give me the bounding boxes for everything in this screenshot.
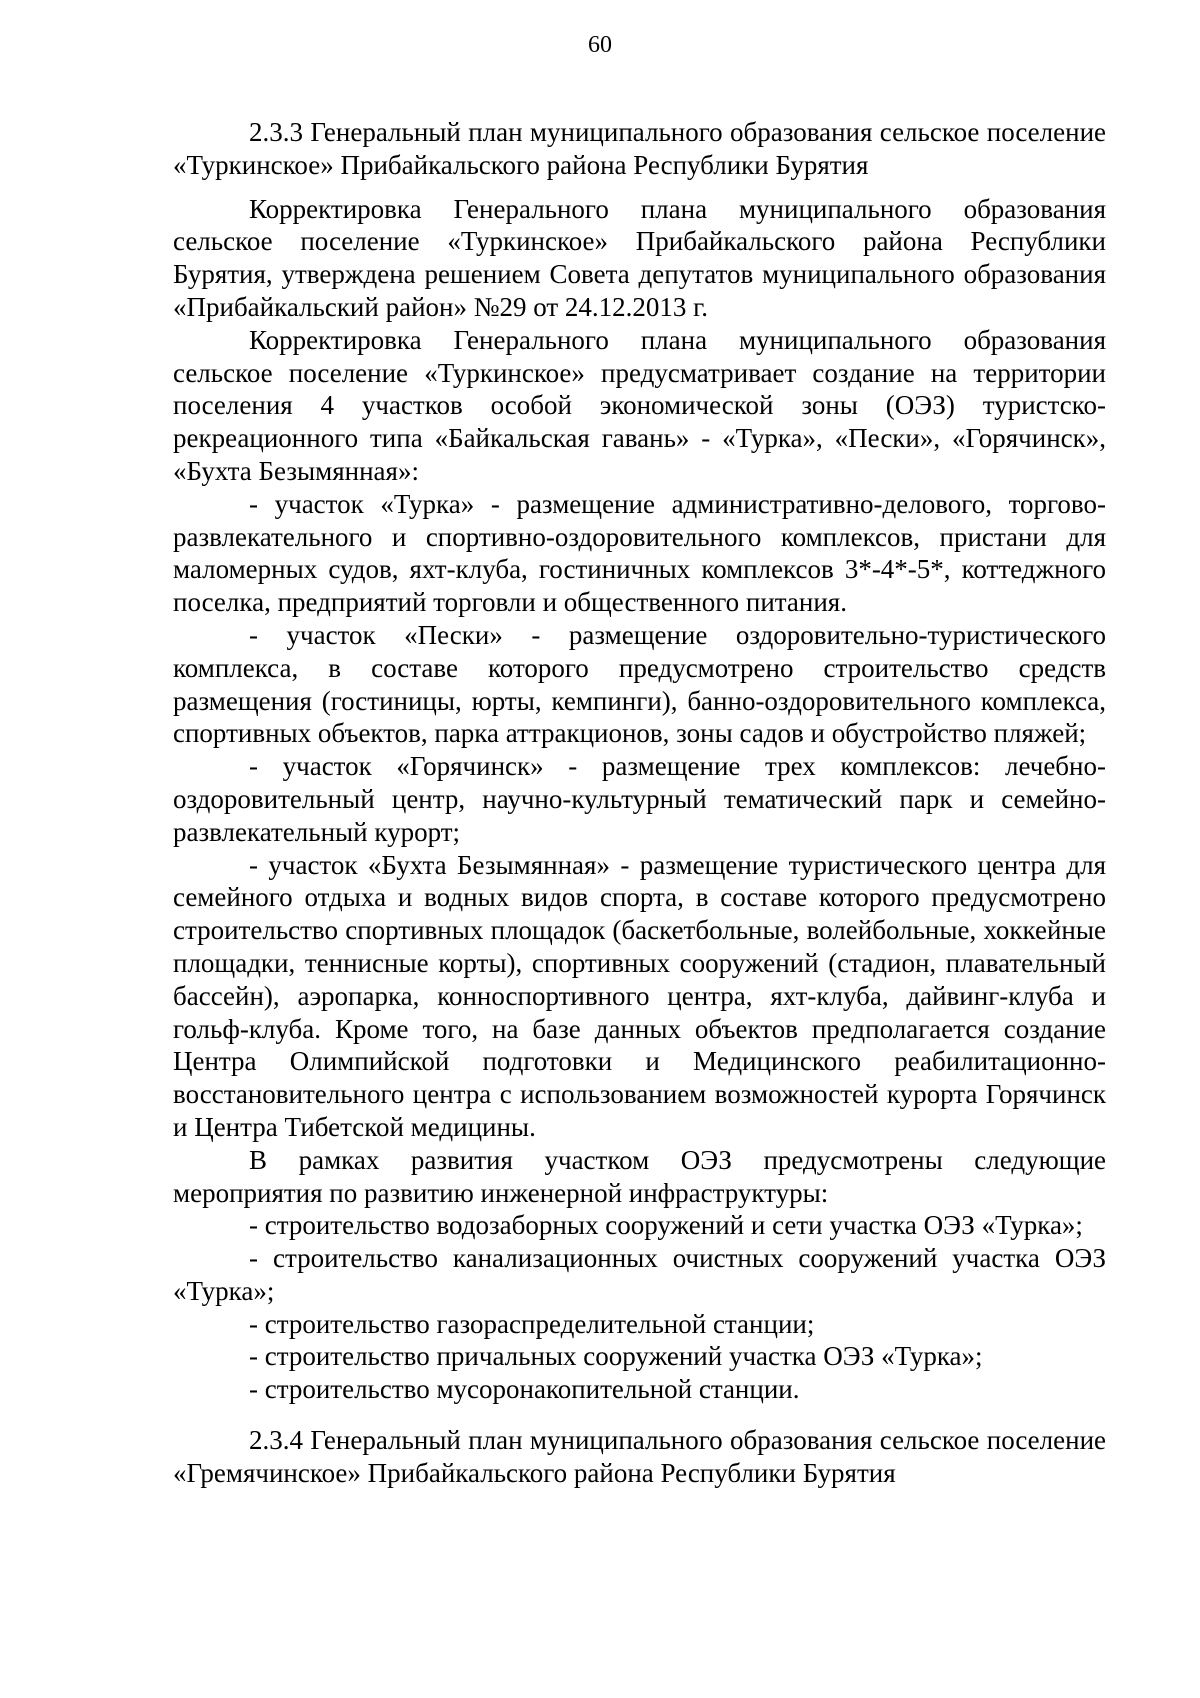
list-item-sewage-treatment: - строительство канализационных очистных сооружений участка ОЭЗ «Турка»; bbox=[173, 1243, 1106, 1306]
list-item-plot-goryachinsk: - участок «Горячинск» - размещение трех комплексов: лечебно-оздоровительный центр, научно-культурный тематический парк и семейно-развлекательный курорт; bbox=[173, 751, 1106, 847]
list-item-gas-station: - строительство газораспределительной станции; bbox=[249, 1308, 815, 1339]
list-item-waste-station: - строительство мусоронакопительной станции. bbox=[249, 1374, 800, 1405]
list-item-water-intake: - строительство водозаборных сооружений и сети участка ОЭЗ «Турка»; bbox=[249, 1210, 1083, 1241]
paragraph-oez-plots: Корректировка Генерального плана муниципального образования сельское поселение «Туркинское» предусматривает создание на территории поселения 4 участков особой экономической зоны (ОЭЗ) туристско-рекреационного типа «Байкальская гавань» - «Турка», «Пески», «Горячинск», «Бухта Безымянная»: bbox=[173, 324, 1106, 486]
paragraph-infrastructure-intro: В рамках развития участком ОЭЗ предусмотрены следующие мероприятия по развитию инженерной инфраструктуры: bbox=[173, 1144, 1106, 1208]
list-item-plot-turka: - участок «Турка» - размещение административно-делового, торгово-развлекательного и спортивно-оздоровительного комплексов, пристани для маломерных судов, яхт-клуба, гостиничных комплексов 3*-4*-5*, коттеджного поселка, предприятий торговли и общественного питания. bbox=[173, 488, 1106, 618]
section-heading-2-3-3: 2.3.3 Генеральный план муниципального образования сельское поселение «Туркинское» Прибайкальского района Республики Бурятия bbox=[173, 117, 1106, 180]
paragraph-correction-approval: Корректировка Генерального плана муниципального образования сельское поселение «Туркинское» Прибайкальского района Республики Бурятия, утверждена решением Совета депутатов муниципального образования «Прибайкальский район» №29 от 24.12.2013 г. bbox=[173, 193, 1106, 322]
section-heading-2-3-4: 2.3.4 Генеральный план муниципального образования сельское поселение «Гремячинское» Прибайкальского района Республики Бурятия bbox=[173, 1425, 1106, 1488]
list-item-plot-bukhta-bezymyannaya: - участок «Бухта Безымянная» - размещение туристического центра для семейного отдыха и водных видов спорта, в составе которого предусмотрено строительство спортивных площадок (баскетбольные, волейбольные, хоккейные площадки, теннисные корты), спортивных сооружений (стадион, плавательный бассейн), аэропарка, конноспортивного центра, яхт-клуба, дайвинг-клуба и гольф-клуба. Кроме того, на базе данных объектов предполагается создание Центра Олимпийской подготовки и Медицинского реабилитационно-восстановительного центра с использованием возможностей курорта Горячинск и Центра Тибетской медицины. bbox=[173, 849, 1106, 1142]
document-body bbox=[173, 116, 1106, 1490]
list-item-plot-peski: - участок «Пески» - размещение оздоровительно-туристического комплекса, в составе которого предусмотрено строительство средств размещения (гостиницы, юрты, кемпинги), банно-оздоровительного комплекса, спортивных объектов, парка аттракционов, зоны садов и обустройство пляжей; bbox=[173, 619, 1106, 749]
list-item-mooring-facilities: - строительство причальных сооружений участка ОЭЗ «Турка»; bbox=[249, 1341, 983, 1372]
page-number: 60 bbox=[588, 32, 612, 58]
